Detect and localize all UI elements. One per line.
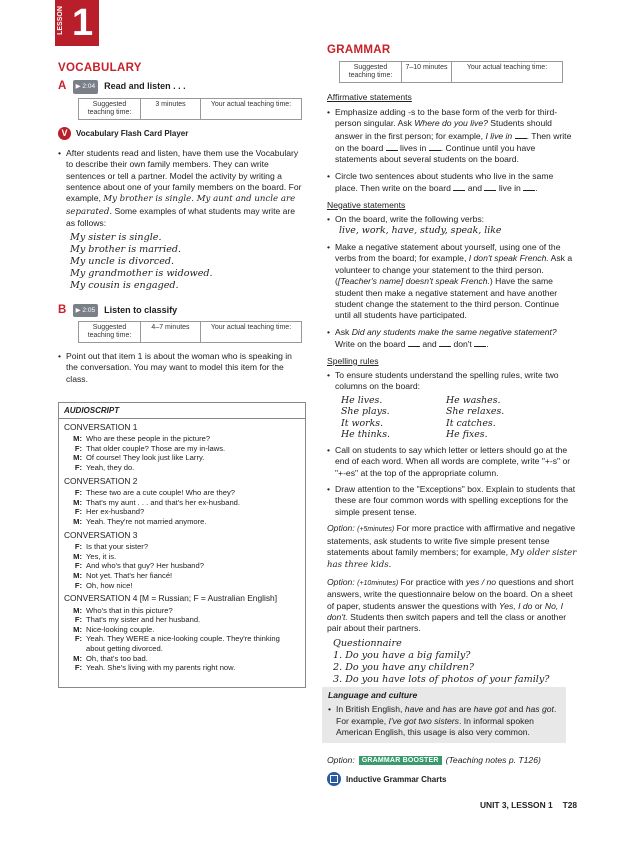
grammar-charts-icon <box>327 772 341 786</box>
option-label: Option: <box>327 755 355 765</box>
lc-text: . For example, <box>336 704 557 726</box>
time-table-b <box>78 321 302 343</box>
left-column <box>58 63 306 390</box>
dialogue-line <box>64 571 300 581</box>
dialogue-line <box>64 615 300 625</box>
speaker: F: <box>74 580 82 590</box>
aff-text: Emphasize adding -s to the base form of the verb for third-person singular. Ask <box>335 106 558 129</box>
option-text: questions and short answers, write the questionnaire below on the board. On a sheet of paper, students answer the questions with <box>327 576 574 611</box>
dialogue-text: These two are a cute couple! Who are they? <box>86 488 236 498</box>
time-suggested: Suggested teaching time: <box>79 322 141 342</box>
flash-card-player-link[interactable] <box>58 127 306 140</box>
lc-emph: have got <box>473 704 507 715</box>
questionnaire-item: 2. Do you have any children? <box>333 661 474 673</box>
lc-emph: have <box>404 704 424 715</box>
aff-bullet-2: • Circle two sentences about students who live in the same place. Then write on the board and live in . <box>327 171 577 195</box>
spell-bullet-1: • To ensure students understand the spelling rules, write two columns on the board: <box>327 370 577 393</box>
conversation-title: CONVERSATION 2 <box>64 475 138 486</box>
time-suggested: Suggested teaching time: <box>79 99 141 119</box>
spelling-word: She plays. <box>341 406 390 418</box>
dialogue-text: That's my sister and her husband. <box>86 615 201 625</box>
spelling-col-2 <box>446 395 504 441</box>
audio-track-b-number: 2:05 <box>82 306 96 314</box>
audio-track-b[interactable]: ▶ 2:05 <box>73 304 98 317</box>
lc-text: In British English, <box>336 704 403 715</box>
speaker: F: <box>74 443 82 453</box>
aff-text: Students should answer in the first person; for example, <box>335 118 552 141</box>
lc-text: . In informal spoken American English, this usage is also very common. <box>336 715 534 738</box>
option-emph: Yes, I do <box>498 600 533 611</box>
option-3 <box>327 755 541 765</box>
right-column <box>327 45 577 686</box>
grammar-booster-badge[interactable]: GRAMMAR BOOSTER <box>359 756 442 765</box>
neg-bullet-2 <box>327 242 577 322</box>
option-note: (Teaching notes p. T126) <box>445 755 541 765</box>
example-sentence: My sister is single. <box>70 231 162 243</box>
dialogue-line <box>64 581 300 591</box>
option-1 <box>327 523 577 572</box>
audioscript-box <box>58 402 306 688</box>
dialogue-line <box>64 463 300 473</box>
dialogue-text: Of course! They look just like Larry. <box>86 453 205 463</box>
dialogue-text: Oh, that's too bad. <box>86 653 148 663</box>
lc-emph: has <box>442 704 457 715</box>
speaker: M: <box>73 653 82 663</box>
conversation <box>64 594 300 673</box>
dialogue-text: Yeah. They're not married anymore. <box>86 516 207 526</box>
speaker: M: <box>73 624 82 634</box>
dialogue-text: Oh, how nice! <box>86 580 133 590</box>
spelling-word: She relaxes. <box>446 406 505 418</box>
speaker: F: <box>74 663 82 673</box>
speaker: F: <box>74 488 82 498</box>
speaker: M: <box>73 497 82 507</box>
neg-text: Make a negative statement about yourself, using one of the verbs from the board; for example, <box>335 241 561 264</box>
dialogue-text: Who are these people in the picture? <box>86 434 211 444</box>
conversation-list <box>64 423 300 673</box>
conversation <box>64 531 300 591</box>
time-table-a <box>78 98 302 120</box>
dialogue-line <box>64 654 300 664</box>
time-suggested: Suggested teaching time: <box>340 62 402 82</box>
vocab-bullet-2: • Point out that item 1 is about the woman who is speaking in the conversation. You may want to model this item for the class. <box>58 351 306 385</box>
dialogue-line <box>64 444 300 454</box>
speaker: M: <box>73 570 82 580</box>
footer-page: T28 <box>562 800 578 810</box>
option-text: For more practice with affirmative and negative statements, ask students to write five simple present tense statements about family members; for example, <box>327 523 576 557</box>
spelling-word: He fixes. <box>446 429 488 441</box>
option-label: Option: <box>327 523 355 534</box>
spell-bullet-2: • Call on students to say which letter or letters should go at the end of each word. When all words are complete, write "+-s" or "+-es" at the top of the appropriate column. <box>327 445 577 479</box>
dialogue-line <box>64 663 300 673</box>
neg-bullet-1 <box>327 214 577 237</box>
option-example: My older sister has three kids. <box>327 548 577 571</box>
speaker: F: <box>74 507 82 517</box>
speaker: F: <box>74 561 82 571</box>
flash-card-label: Vocabulary Flash Card Player <box>76 128 189 138</box>
lesson-number: 1 <box>72 2 94 44</box>
neg-text: Ask a volunteer to change your statement to the third person. ( <box>335 253 573 287</box>
grammar-title: GRAMMAR <box>327 44 391 56</box>
neg-example: [Teacher's name] doesn't speak French. <box>337 276 490 287</box>
questionnaire-item: 1. Do you have a big family? <box>333 649 471 661</box>
section-a-title: Read and listen . . . <box>104 81 186 92</box>
option-text: For practice with <box>400 576 464 587</box>
option-emph: No, I don't. <box>327 600 564 623</box>
dialogue-text: Yes, it is. <box>86 551 117 561</box>
questionnaire-title: Questionnaire <box>333 637 402 649</box>
neg-board-text: and <box>422 339 437 350</box>
option-time: (+10minutes) <box>357 579 399 587</box>
neg-question: Did any students make the same negative statement? <box>351 326 557 337</box>
example-sentence: My uncle is divorced. <box>70 255 175 267</box>
section-a-letter: A <box>58 80 67 93</box>
lesson-tab <box>55 0 99 46</box>
speaker: F: <box>74 615 82 625</box>
conversation-title: CONVERSATION 3 <box>64 529 138 540</box>
example-sentence: My cousin is engaged. <box>70 279 179 291</box>
time-actual: Your actual teaching time: <box>466 64 548 72</box>
language-culture-box <box>322 687 566 743</box>
dialogue-text: Yeah, they do. <box>86 462 135 472</box>
vocab-bullet-1-tail: Some examples of what students may write are as follows: <box>66 205 296 229</box>
lc-text: and <box>425 704 441 715</box>
dialogue-line <box>64 434 300 444</box>
spelling-columns <box>327 395 577 441</box>
spell-bullet-3: • Draw attention to the "Exceptions" box. Explain to students that these are four common words with spelling exceptions for the simple present tense. <box>327 484 577 518</box>
option-2 <box>327 577 577 635</box>
dialogue-text: That older couple? Those are my in-laws. <box>86 443 226 453</box>
speaker: M: <box>73 551 82 561</box>
neg-bullet-3: • Ask Did any students make the same negative statement? Write on the board and don't . <box>327 327 577 351</box>
conversation-title: CONVERSATION 4 [M = Russian; F = Australian English] <box>64 593 278 604</box>
lesson-word: LESSON <box>56 6 64 35</box>
audioscript-header: AUDIOSCRIPT <box>59 406 305 419</box>
dialogue-text: And who's that guy? Her husband? <box>86 561 204 571</box>
neg-text: Write on the board <box>335 339 406 350</box>
spelling-word: It catches. <box>446 417 496 429</box>
dialogue-line <box>64 634 300 653</box>
speaker: M: <box>73 605 82 615</box>
audio-track-a-number: 2:04 <box>82 83 96 91</box>
vocab-bullet-1-example: My brother is single. My aunt and uncle are separated. <box>66 194 296 217</box>
footer <box>480 800 577 810</box>
lc-text: and <box>509 704 524 715</box>
conversation-title: CONVERSATION 1 <box>64 421 138 432</box>
speaker: F: <box>74 542 82 552</box>
option-time: (+5minutes) <box>357 526 395 534</box>
dialogue-line <box>64 453 300 463</box>
audio-track-a[interactable]: ▶ 2:04 <box>73 80 98 93</box>
section-a-header <box>58 80 306 93</box>
neg-verbs: live, work, have, study, speak, like <box>339 225 502 237</box>
option-label: Option: <box>327 576 355 587</box>
dialogue-line <box>64 606 300 616</box>
vocab-bullet-1-text: After students read and listen, have them use the Vocabulary to describe their own family members. They can write sentences or tell a partner. Model the activity by writing a sentence about one of your family members on the board. For example, <box>66 147 302 204</box>
example-sentence: My grandmother is widowed. <box>70 267 213 279</box>
aff-example: I live in <box>485 130 513 141</box>
section-b-letter: B <box>58 303 67 316</box>
language-culture-text <box>328 704 560 738</box>
dialogue-line <box>64 488 300 498</box>
conversation <box>64 477 300 527</box>
speaker: F: <box>74 462 82 472</box>
lc-emph: has got <box>525 704 554 715</box>
spelling-col-1 <box>341 395 446 441</box>
neg-text: Ask <box>335 326 350 337</box>
time-minutes: 7–10 minutes <box>402 62 452 82</box>
dialogue-line <box>64 517 300 527</box>
speaker: M: <box>73 434 82 444</box>
aff-board-text: and <box>467 183 483 194</box>
dialogue-text: Yeah. She's living with my parents right now. <box>86 663 236 673</box>
questionnaire-item: 3. Do you have lots of photos of your family? <box>333 673 550 685</box>
aff-board-text: lives in <box>400 143 427 154</box>
questionnaire <box>327 638 577 686</box>
speaker: F: <box>74 634 82 644</box>
dialogue-line <box>64 561 300 571</box>
time-minutes: 3 minutes <box>141 99 201 119</box>
neg-board-text: don't <box>453 339 472 350</box>
spelling-word: He thinks. <box>341 429 391 441</box>
speaker: M: <box>73 516 82 526</box>
spelling-word: It works. <box>341 417 384 429</box>
aff-board-text: live in <box>498 183 521 194</box>
time-actual: Your actual teaching time: <box>210 324 292 332</box>
conversation <box>64 423 300 473</box>
dialogue-line <box>64 625 300 635</box>
dialogue-text: Who's that in this picture? <box>86 605 173 615</box>
lc-emph: I've got two sisters <box>388 715 459 726</box>
dialogue-text: Is that your sister? <box>86 542 149 552</box>
negative-heading: Negative statements <box>327 199 406 210</box>
vocabulary-title: VOCABULARY <box>58 62 142 74</box>
neg-example: I don't speak French. <box>468 253 549 264</box>
neg-text: On the board, write the following verbs: <box>335 214 485 225</box>
dialogue-text: That's my aunt . . . and that's her ex-husband. <box>86 497 241 507</box>
dialogue-line <box>64 498 300 508</box>
spelling-word: He washes. <box>446 394 501 406</box>
example-sentences <box>58 232 306 292</box>
dialogue-line <box>64 552 300 562</box>
speaker: M: <box>73 453 82 463</box>
option-emph: yes / no <box>465 576 497 587</box>
dialogue-line <box>64 542 300 552</box>
section-b-header <box>58 304 306 317</box>
aff-bullet-1: • Emphasize adding -s to the base form of the verb for third-person singular. Ask Where do you live? Students should answer in the first person; for example, I live in . Then write on the board lives in . Continue until you have statements about several students on the board. <box>327 107 577 166</box>
aff-text: Circle two sentences about students who live in the same place. Then write on the board <box>335 170 554 194</box>
dialogue-text: Not yet. That's her fiancé! <box>86 570 173 580</box>
aff-text: Continue until you have statements about several students on the board. <box>335 143 536 165</box>
flash-card-icon: V <box>58 127 71 140</box>
vocab-bullet-1 <box>58 148 306 230</box>
aff-text: Then write on the board <box>335 130 572 154</box>
language-culture-title: Language and culture <box>328 690 418 700</box>
dialogue-line <box>64 507 300 517</box>
time-actual: Your actual teaching time: <box>210 100 292 108</box>
affirmative-heading: Affirmative statements <box>327 92 412 103</box>
dialogue-text: Nice-looking couple. <box>86 624 155 634</box>
lc-text: are <box>458 704 472 715</box>
neg-text: ) Have the same student then make a negative statement and have another student change the statement to the third person. Continue until all students have participated. <box>335 276 560 321</box>
section-b-title: Listen to classify <box>104 304 178 315</box>
spelling-heading: Spelling rules <box>327 355 379 366</box>
inductive-charts-link[interactable] <box>327 772 446 786</box>
time-table-grammar <box>339 61 563 83</box>
time-minutes: 4–7 minutes <box>141 322 201 342</box>
option-text: Students then switch papers and tell the class or another pair about their partners. <box>327 612 567 634</box>
dialogue-text: Yeah. They WERE a nice-looking couple. They're thinking about getting divorced. <box>86 634 280 654</box>
footer-unit: UNIT 3, LESSON 1 <box>480 800 553 810</box>
grammar-charts-label: Inductive Grammar Charts <box>346 774 447 784</box>
example-sentence: My brother is married. <box>70 243 182 255</box>
option-text: or <box>534 600 543 611</box>
dialogue-text: Her ex-husband? <box>86 507 145 517</box>
spelling-word: He lives. <box>341 394 383 406</box>
aff-question: Where do you live? <box>414 118 488 129</box>
